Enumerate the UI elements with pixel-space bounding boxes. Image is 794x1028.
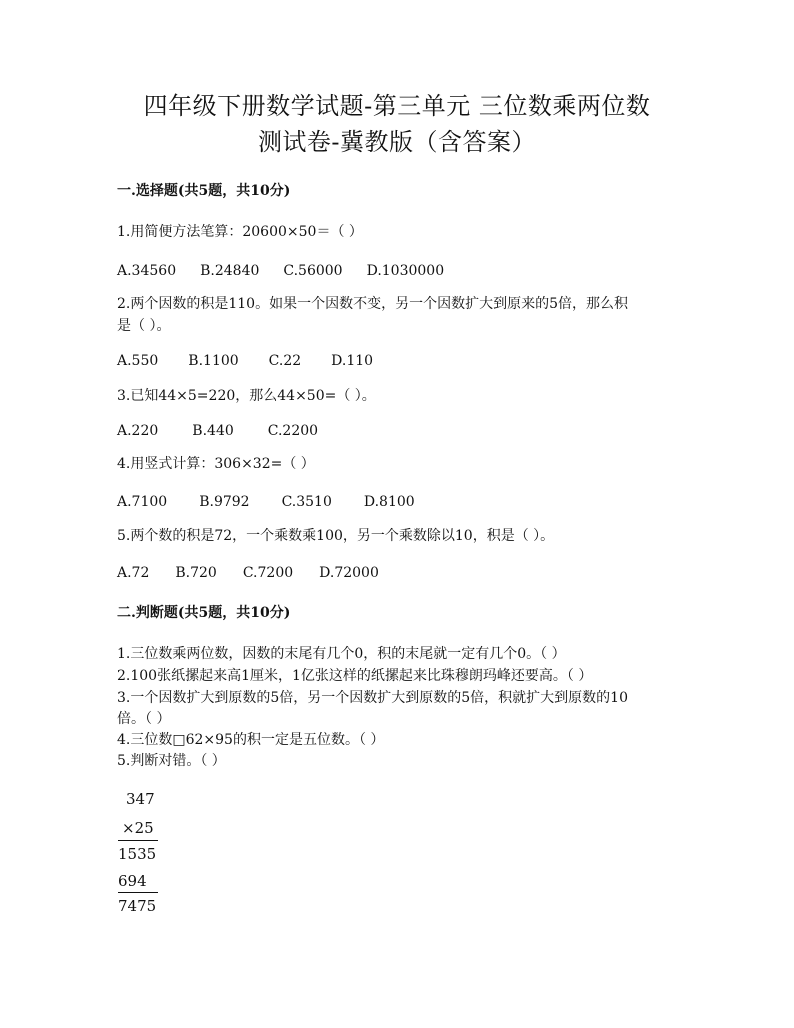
question-4-options	[117, 493, 439, 511]
option-a: A.34560	[117, 263, 177, 279]
partial-product-2: 694	[118, 872, 147, 890]
judge-3-text-line1: 3.一个因数扩大到原数的5倍，另一个因数扩大到原数的5倍，积就扩大到原数的10	[117, 690, 628, 706]
question-5-options	[117, 564, 403, 582]
partial-product-1: 1535	[118, 845, 157, 863]
question-5-text: 5.两个数的积是72，一个乘数乘100，另一个乘数除以10，积是（ ）。	[117, 528, 555, 544]
question-3-text: 3.已知44×5=220，那么44×50=（ ）。	[117, 388, 376, 404]
option-a: A.220	[117, 423, 159, 439]
option-a: A.72	[117, 565, 150, 581]
section-heading-choice: 一.选择题(共5题，共10分)	[117, 183, 291, 199]
judge-1-text: 1.三位数乘两位数，因数的末尾有几个0，积的末尾就一定有几个0。（ ）	[117, 646, 566, 662]
option-b: B.24840	[200, 263, 260, 279]
option-d: D.8100	[363, 494, 415, 510]
final-product: 7475	[118, 897, 157, 915]
rule-line-2	[118, 892, 158, 893]
multiplier: ×25	[122, 819, 154, 837]
multiplicand: 347	[126, 790, 155, 808]
question-4-text: 4.用竖式计算：306×32=（ ）	[117, 456, 315, 472]
page-title-line1: 四年级下册数学试题-第三单元 三位数乘两位数	[143, 92, 651, 120]
option-c: C.3510	[281, 494, 332, 510]
rule-line-1	[118, 840, 158, 841]
option-c: C.7200	[242, 565, 294, 581]
option-b: B.1100	[188, 353, 239, 369]
question-2-text-line1: 2.两个因数的积是110。如果一个因数不变，另一个因数扩大到原来的5倍，那么积	[117, 296, 628, 312]
judge-3-text-line2: 倍。（ ）	[117, 711, 171, 727]
judge-5-text: 5.判断对错。（ ）	[117, 753, 226, 769]
option-d: D.110	[331, 353, 374, 369]
question-3-options	[117, 422, 342, 440]
option-a: A.7100	[117, 494, 168, 510]
page-title-line2: 测试卷-冀教版（含答案）	[257, 128, 537, 156]
option-d: D.72000	[319, 565, 379, 581]
question-2-text-line2: 是（ ）。	[117, 318, 171, 334]
question-2-options	[117, 352, 397, 370]
option-a: A.550	[117, 353, 159, 369]
option-d: D.1030000	[366, 263, 445, 279]
option-c: C.2200	[267, 423, 319, 439]
option-b: B.720	[175, 565, 217, 581]
judge-4-text: 4.三位数□62×95的积一定是五位数。（ ）	[117, 732, 385, 748]
question-1-options	[117, 262, 468, 280]
section-heading-judgement: 二.判断题(共5题，共10分)	[117, 605, 291, 621]
question-1-text: 1.用简便方法笔算：20600×50＝（ ）	[117, 224, 363, 240]
option-c: C.22	[268, 353, 302, 369]
option-b: B.9792	[199, 494, 250, 510]
judge-2-text: 2.100张纸摞起来高1厘米，1亿张这样的纸摞起来比珠穆朗玛峰还要高。（ ）	[117, 668, 593, 684]
option-c: C.56000	[283, 263, 343, 279]
option-b: B.440	[192, 423, 234, 439]
